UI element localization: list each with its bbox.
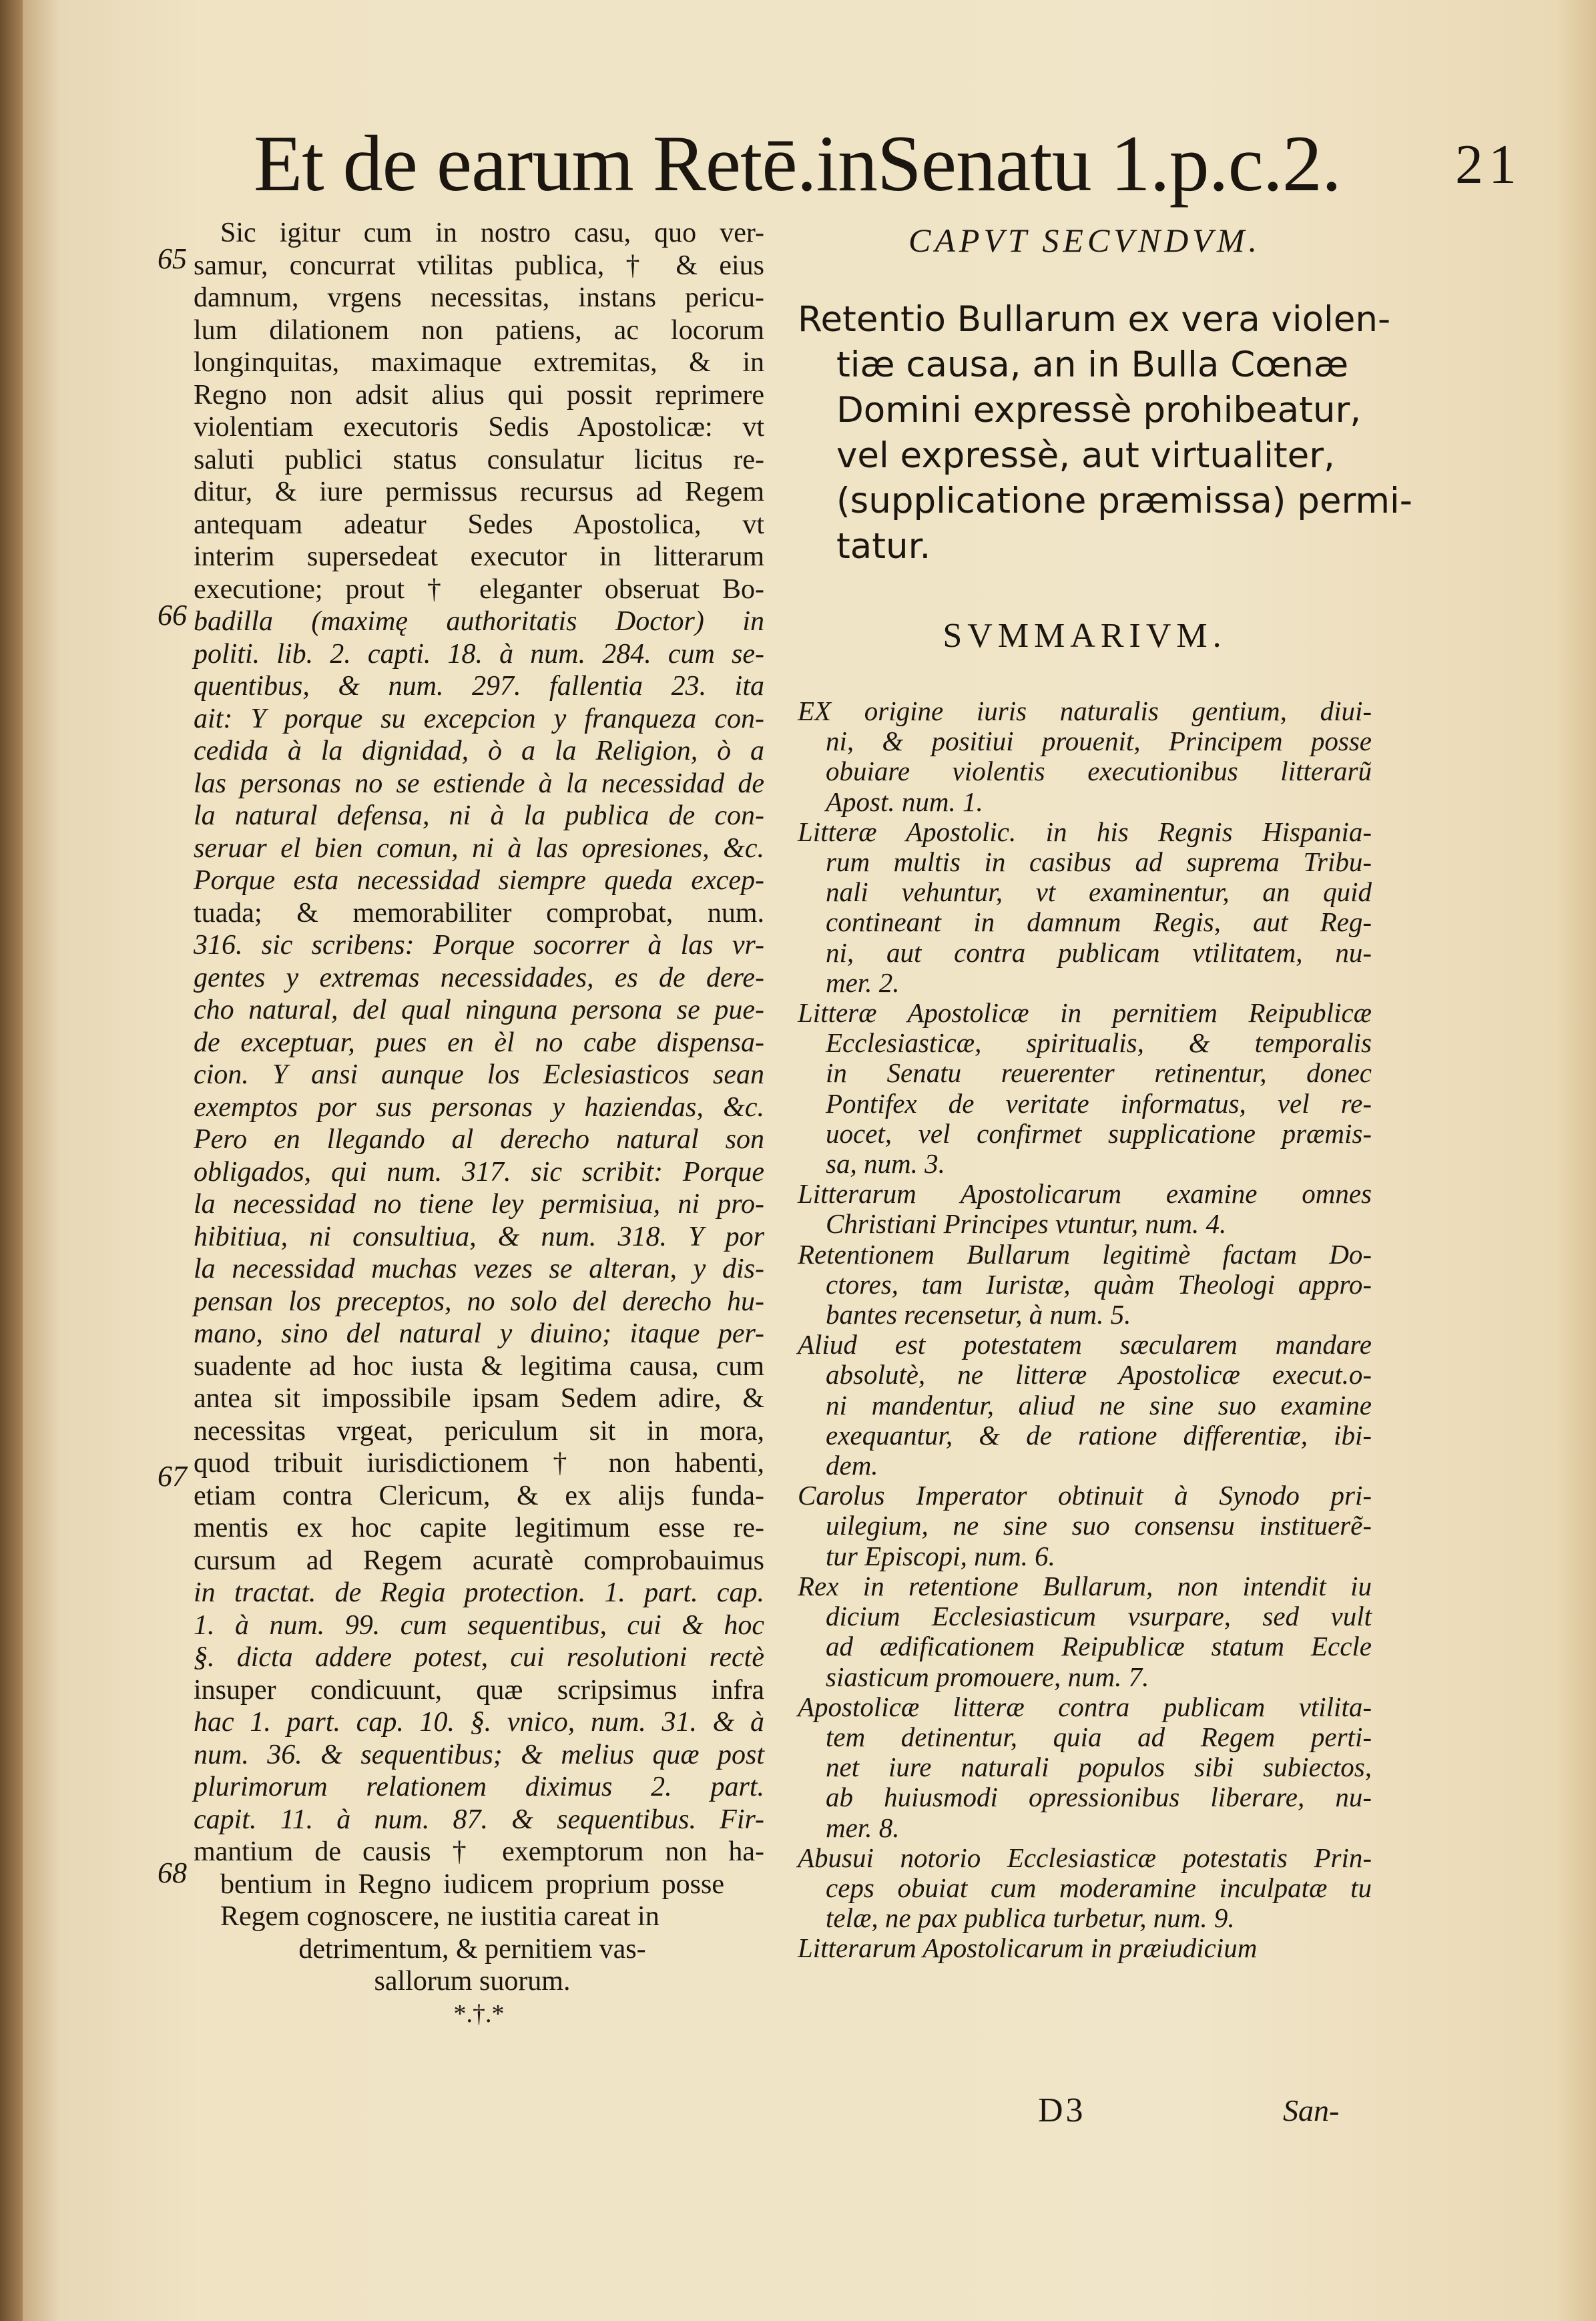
summary-line: Aliud est potestatem sæcularem mandare xyxy=(798,1329,1372,1360)
summary-entry xyxy=(798,1933,1372,1963)
text-line: bentium in Regno iudicem proprium posse xyxy=(220,1868,724,1900)
text-line: quod tribuit iurisdictionem † non habenti, xyxy=(194,1448,764,1479)
text-line: longinquitas, maximaque extremitas, & in xyxy=(194,347,764,378)
summary-line: Apostolicæ litteræ contra publicam vtilita- xyxy=(798,1691,1372,1722)
text-line: badilla (maximę authoritatis Doctor) in xyxy=(194,606,764,637)
text-line: ditur, & iure permissus recursus ad Regem xyxy=(194,477,764,507)
margin-number: 66 xyxy=(158,599,187,631)
summary-line: ab huiusmodi opressionibus liberare, nu- xyxy=(826,1782,1372,1813)
text-line: interim supersedeat executor in litterarum xyxy=(194,541,764,572)
text-line: antea sit impossibile ipsam Sedem adire, & xyxy=(194,1383,764,1414)
text-line: Porque esta necessidad siempre queda excep- xyxy=(194,865,764,896)
text-line: quentibus, & num. 297. fallentia 23. ita xyxy=(194,671,764,702)
text-line: antequam adeatur Sedes Apostolica, vt xyxy=(194,509,764,540)
summary-entry xyxy=(798,1481,1372,1571)
left-column xyxy=(194,217,764,2030)
text-line: saluti publici status consulatur licitus re- xyxy=(194,444,764,475)
summary-line: dicium Ecclesiasticum vsurpare, sed vult xyxy=(826,1601,1372,1632)
text-line: cursum ad Regem acuratè comprobauimus xyxy=(194,1545,764,1576)
summary-line: in Senatu reuerenter retinentur, donec xyxy=(826,1057,1372,1089)
summary-line: nali vehuntur, vt examinentur, an quid xyxy=(826,876,1372,908)
summary-line: Ecclesiasticæ, spiritualis, & temporalis xyxy=(826,1027,1372,1059)
text-line: pensan los preceptos, no solo del derecho hu- xyxy=(194,1286,764,1317)
summary-line: Carolus Imperator obtinuit à Synodo pri- xyxy=(798,1480,1372,1511)
summary-line: ni, & positiui prouenit, Principem posse xyxy=(826,726,1372,757)
summary-line: Apost. num. 1. xyxy=(826,786,983,817)
summary-heading: SVMMARIVM. xyxy=(943,617,1227,655)
margin-number: 67 xyxy=(158,1460,187,1493)
text-line: seruar el bien comun, ni à las opresiones, &c. xyxy=(194,832,764,864)
text-line: Regno non adsit alius qui possit reprimere xyxy=(194,379,764,411)
text-line: ait: Y porque su excepcion y franqueza con- xyxy=(194,703,764,734)
text-line: suadente ad hoc iusta & legitima causa, cum xyxy=(194,1350,764,1382)
text-line: tuada; & memorabiliter comprobat, num. xyxy=(194,897,764,929)
chapter-title-line: (supplicatione præmissa) permi- xyxy=(836,481,1412,521)
text-line: executione; prout † eleganter obseruat Bo- xyxy=(194,573,764,605)
margin-number: 68 xyxy=(158,1856,187,1889)
text-line: necessitas vrgeat, periculum sit in mora, xyxy=(194,1415,764,1447)
summary-line: ni, aut contra publicam vtilitatem, nu- xyxy=(826,937,1372,968)
text-line: la necessidad no tiene ley permisiua, ni pro- xyxy=(194,1189,764,1220)
summary-line: sa, num. 3. xyxy=(826,1148,945,1180)
chapter-title-line: Domini expressè prohibeatur, xyxy=(836,390,1362,431)
text-line: cedida à la dignidad, ò a la Religion, ò a xyxy=(194,736,764,766)
catchword: San- xyxy=(1283,2093,1340,2127)
text-line: Sic igitur cum in nostro casu, quo ver- xyxy=(220,218,764,248)
text-line: la natural defensa, ni à la publica de con- xyxy=(194,800,764,831)
summary-line: Litterarum Apostolicarum examine omnes xyxy=(798,1178,1372,1210)
chapter-title-line: Retentio Bullarum ex vera violen- xyxy=(798,299,1391,340)
signature-mark: D3 xyxy=(1038,2091,1086,2129)
summary-entry xyxy=(798,817,1372,998)
text-line: detrimentum, & pernitiem vas- xyxy=(298,1933,646,1965)
summary-line: Abusui notorio Ecclesiasticæ potestatis Prin- xyxy=(798,1842,1372,1873)
summary-entry xyxy=(798,1330,1372,1481)
summary-entry xyxy=(798,1692,1372,1843)
chapter-title xyxy=(798,297,1412,569)
summary-entry xyxy=(798,1843,1372,1934)
summary-line: Rex in retentione Bullarum, non intendit iu xyxy=(798,1570,1372,1601)
text-line: cion. Y ansi aunque los Eclesiasticos sean xyxy=(194,1059,764,1090)
summary-line: ctores, tam Iuristæ, quàm Theologi appro- xyxy=(826,1268,1372,1300)
text-line: exemptos por sus personas y haziendas, &c. xyxy=(194,1091,764,1123)
summary-entry xyxy=(798,998,1372,1179)
text-line: gentes y extremas necessidades, es de dere- xyxy=(194,962,764,993)
summary-entry xyxy=(798,1240,1372,1330)
summary-line: Litteræ Apostolicæ in pernitiem Reipublicæ xyxy=(798,997,1372,1029)
summary-line: Litterarum Apostolicarum in præiudicium xyxy=(798,1932,1258,1964)
text-line: mano, sino del natural y diuino; itaque per- xyxy=(194,1318,764,1349)
summary-line: contineant in damnum Regis, aut Reg- xyxy=(826,907,1372,938)
chapter-title-line: vel expressè, aut virtualiter, xyxy=(836,435,1335,476)
text-line: in tractat. de Regia protection. 1. part. cap. xyxy=(194,1577,764,1608)
text-line: de exceptuar, pues en èl no cabe dispensa- xyxy=(194,1027,764,1058)
text-line: obligados, qui num. 317. sic scribit: Porque xyxy=(194,1156,764,1188)
summary-line: net iure naturali populos sibi subiectos, xyxy=(826,1752,1372,1783)
summary-line: Retentionem Bullarum legitimè factam Do- xyxy=(798,1238,1372,1270)
summary-line: mer. 2. xyxy=(826,967,900,998)
text-line: Pero en llegando al derecho natural son xyxy=(194,1124,764,1155)
summary-list xyxy=(798,696,1372,1964)
summary-line: EX origine iuris naturalis gentium, diui- xyxy=(798,696,1372,726)
summary-line: bantes recensetur, à num. 5. xyxy=(826,1299,1131,1330)
text-line: plurimorum relationem diximus 2. part. xyxy=(194,1772,764,1802)
text-line: cho natural, del qual ninguna persona se pue- xyxy=(194,995,764,1025)
summary-line: exequantur, & de ratione differentiæ, ibi- xyxy=(826,1419,1372,1451)
chapter-title-line: tiæ causa, an in Bulla Cœnæ xyxy=(836,344,1349,385)
ornament: *.†.* xyxy=(453,1999,505,2028)
summary-entry xyxy=(798,1571,1372,1692)
summary-line: rum multis in casibus ad suprema Tribu- xyxy=(826,846,1372,878)
summary-line: tur Episcopi, num. 6. xyxy=(826,1540,1055,1571)
text-line: mentis ex hoc capite legitimum esse re- xyxy=(194,1513,764,1543)
page-gutter xyxy=(0,0,23,2321)
summary-line: uocet, vel confirmet supplicatione præmis- xyxy=(826,1117,1372,1149)
summary-line: Litteræ Apostolic. in his Regnis Hispania- xyxy=(798,816,1372,847)
text-line: capit. 11. à num. 87. & sequentibus. Fir- xyxy=(194,1804,764,1835)
chapter-heading: CAPVT SECVNDVM. xyxy=(908,222,1261,259)
text-line: insuper condicuunt, quæ scripsimus infra xyxy=(194,1674,764,1706)
text-line: Regem cognoscere, ne iustitia careat in xyxy=(220,1901,659,1932)
text-line: violentiam executoris Sedis Apostolicæ: vt xyxy=(194,412,764,443)
text-line: §. dicta addere potest, cui resolutioni rectè xyxy=(194,1642,764,1673)
summary-line: absolutè, ne litteræ Apostolicæ execut.o- xyxy=(826,1359,1372,1390)
chapter-title-line: tatur. xyxy=(836,526,931,567)
summary-line: tem detinentur, quia ad Regem perti- xyxy=(826,1721,1372,1752)
summary-line: mer. 8. xyxy=(826,1812,900,1843)
text-line: damnum, vrgens necessitas, instans pericu- xyxy=(194,282,764,313)
text-line: 1. à num. 99. cum sequentibus, cui & hoc xyxy=(194,1609,764,1641)
text-line: las personas no se estiende à la necessidad de xyxy=(194,768,764,799)
text-line: mantium de causis † exemptorum non ha- xyxy=(194,1836,764,1867)
text-line: 316. sic scribens: Porque socorrer à las vr- xyxy=(194,930,764,961)
text-line: la necessidad muchas vezes se alteran, y dis- xyxy=(194,1254,764,1284)
summary-line: siasticum promouere, num. 7. xyxy=(826,1661,1149,1692)
summary-line: dem. xyxy=(826,1450,878,1481)
summary-line: telæ, ne pax publica turbetur, num. 9. xyxy=(826,1902,1235,1934)
summary-entry xyxy=(798,1179,1372,1239)
summary-line: uilegium, ne sine suo consensu instituerẽ- xyxy=(826,1510,1372,1541)
text-line: hibitiua, ni consultiua, & num. 318. Y por xyxy=(194,1221,764,1252)
page-number: 21 xyxy=(1455,134,1522,196)
summary-line: Christiani Principes vtuntur, num. 4. xyxy=(826,1208,1227,1240)
summary-entry xyxy=(798,696,1372,817)
running-title: Et de earum Retē.inSenatu 1.p.c.2. xyxy=(254,119,1341,208)
text-line: lum dilationem non patiens, ac locorum xyxy=(194,314,764,346)
summary-line: Pontifex de veritate informatus, vel re- xyxy=(826,1087,1372,1119)
text-line: politi. lib. 2. capti. 18. à num. 284. cum se- xyxy=(194,638,764,670)
text-line: samur, concurrat vtilitas publica, † & eius xyxy=(194,250,764,281)
summary-line: ni mandentur, aliud ne sine suo examine xyxy=(826,1389,1372,1421)
summary-line: ceps obuiat cum moderamine inculpatæ tu xyxy=(826,1872,1372,1903)
margin-number: 65 xyxy=(158,242,187,275)
text-line: hac 1. part. cap. 10. §. vnico, num. 31. & à xyxy=(194,1707,764,1738)
page-header xyxy=(254,113,1522,214)
text-line: sallorum suorum. xyxy=(374,1966,571,1997)
text-line: etiam contra Clericum, & ex alijs funda- xyxy=(194,1480,764,1511)
summary-line: obuiare violentis executionibus litterarũ xyxy=(826,756,1372,787)
text-line: num. 36. & sequentibus; & melius quæ post xyxy=(194,1739,764,1770)
summary-line: ad ædificationem Reipublicæ statum Eccle xyxy=(826,1631,1372,1662)
right-column xyxy=(798,217,1412,1964)
